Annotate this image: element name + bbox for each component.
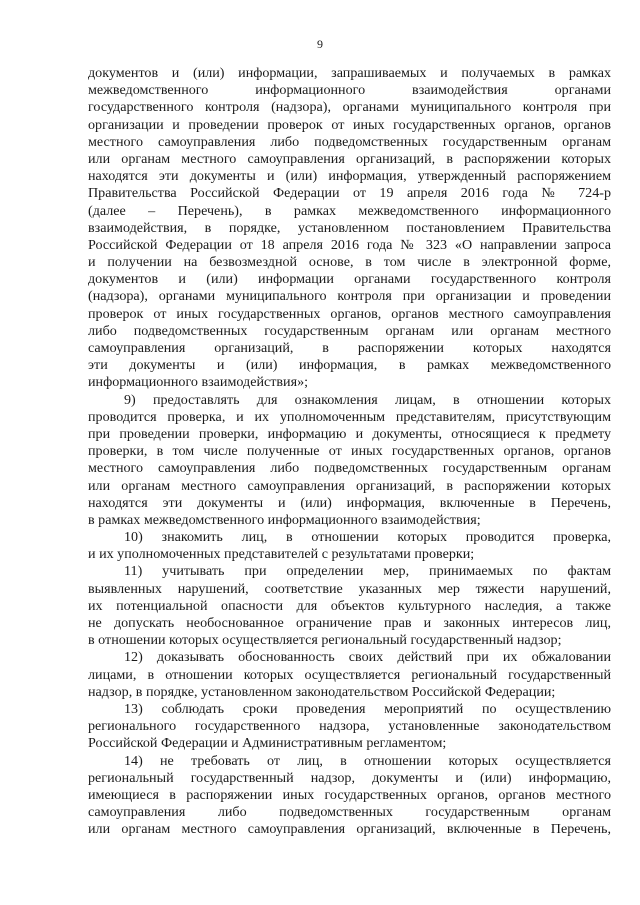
text-line: проверок от иных государственных органов, органов местного самоуправления	[88, 305, 611, 322]
text-line: или органам местного самоуправления организаций, в распоряжении которых	[88, 150, 611, 167]
text-line: Российской Федерации и Административным регламентом;	[88, 735, 447, 752]
document-body	[88, 65, 611, 838]
text-line: документов и (или) информации органами государственного контроля	[88, 271, 611, 288]
paragraph-cont	[88, 65, 611, 392]
text-line: находятся эти документы и (или) информация, включенные в Перечень,	[88, 494, 611, 511]
text-line: 13) соблюдать сроки проведения мероприятий по осуществлению	[124, 700, 611, 717]
text-line: либо подведомственных государственным органам или органам местного	[88, 322, 611, 339]
text-line: Российской Федерации от 18 апреля 2016 года № 323 «О направлении запроса	[88, 236, 611, 253]
paragraph-item-9	[88, 392, 611, 530]
text-line: в рамках межведомственного информационного взаимодействия;	[88, 511, 481, 528]
text-line: надзор, в порядке, установленном законодательством Российской Федерации;	[88, 683, 556, 700]
text-line: самоуправления организаций, в распоряжении которых находятся	[88, 340, 611, 356]
text-line: (далее – Перечень), в рамках межведомственного информационного	[88, 202, 611, 219]
paragraph-item-14	[88, 753, 611, 839]
text-line: местного самоуправления либо подведомственных государственным органам	[88, 460, 611, 477]
text-line: 10) знакомить лиц, в отношении которых проводится проверка,	[124, 529, 611, 546]
text-line: 11) учитывать при определении мер, принимаемых по фактам	[124, 563, 611, 580]
paragraph-item-12	[88, 649, 611, 701]
text-line: проверки, в том числе полученные от иных государственных органов, органов	[88, 443, 611, 460]
text-line: находятся эти документы и (или) информация, утвержденный распоряжением	[88, 168, 611, 185]
text-line: местного самоуправления либо подведомственных государственным органам	[88, 133, 611, 150]
text-line: (надзора), органами муниципального контроля при организации и проведении	[88, 288, 611, 305]
text-line: организации и проведении проверок от иных государственных органов, органов	[88, 116, 611, 133]
text-line: 9) предоставлять для ознакомления лицам, в отношении которых	[124, 391, 611, 408]
text-line: государственного контроля (надзора), органами муниципального контроля при	[88, 99, 611, 116]
text-line: или органам местного самоуправления организаций, включенные в Перечень,	[88, 821, 611, 838]
text-line: или органам местного самоуправления организаций, в распоряжении которых	[88, 477, 611, 494]
text-line: 12) доказывать обоснованность своих действий при их обжаловании	[124, 649, 611, 666]
text-line: информационного взаимодействия»;	[88, 374, 309, 391]
paragraph-item-13	[88, 701, 611, 753]
text-line: лицами, в отношении которых осуществляется региональный государственный	[88, 666, 611, 683]
text-line: самоуправления либо подведомственных государственным органам	[88, 804, 611, 821]
text-line: и получении на безвозмездной основе, в том числе в электронной форме,	[88, 254, 611, 271]
paragraph-item-10	[88, 529, 611, 563]
text-line: при проведении проверки, информацию и документы, относящиеся к предмету	[88, 425, 611, 442]
text-line: межведомственного информационного взаимодействия органами	[88, 82, 611, 99]
text-line: региональный государственный надзор, документы и (или) информацию,	[88, 769, 611, 786]
text-line: в отношении которых осуществляется региональный государственный надзор;	[88, 632, 562, 649]
text-line: документов и (или) информации, запрашиваемых и получаемых в рамках	[88, 65, 611, 81]
text-line: Правительства Российской Федерации от 19 апреля 2016 года № 724-р	[88, 185, 611, 202]
text-line: выявленных нарушений, соответствие указанных мер тяжести нарушений,	[88, 580, 611, 597]
text-line: имеющиеся в распоряжении иных государственных органов, органов местного	[88, 786, 611, 803]
text-line: эти документы и (или) информация, в рамках межведомственного	[88, 357, 611, 374]
paragraph-item-11	[88, 563, 611, 649]
text-line: взаимодействия, в порядке, установленном постановлением Правительства	[88, 219, 611, 236]
text-line: не допускать необоснованное ограничение прав и законных интересов лиц,	[88, 615, 611, 631]
text-line: и их уполномоченных представителей с результатами проверки;	[88, 546, 475, 563]
text-line: 14) не требовать от лиц, в отношении которых осуществляется	[124, 752, 611, 769]
text-line: их потенциальной опасности для объектов культурного наследия, а также	[88, 597, 611, 614]
page-number: 9	[317, 37, 323, 51]
text-line: регионального государственного надзора, установленные законодательством	[88, 718, 611, 735]
text-line: проводится проверка, и их уполномоченным представителям, присутствующим	[88, 408, 611, 425]
